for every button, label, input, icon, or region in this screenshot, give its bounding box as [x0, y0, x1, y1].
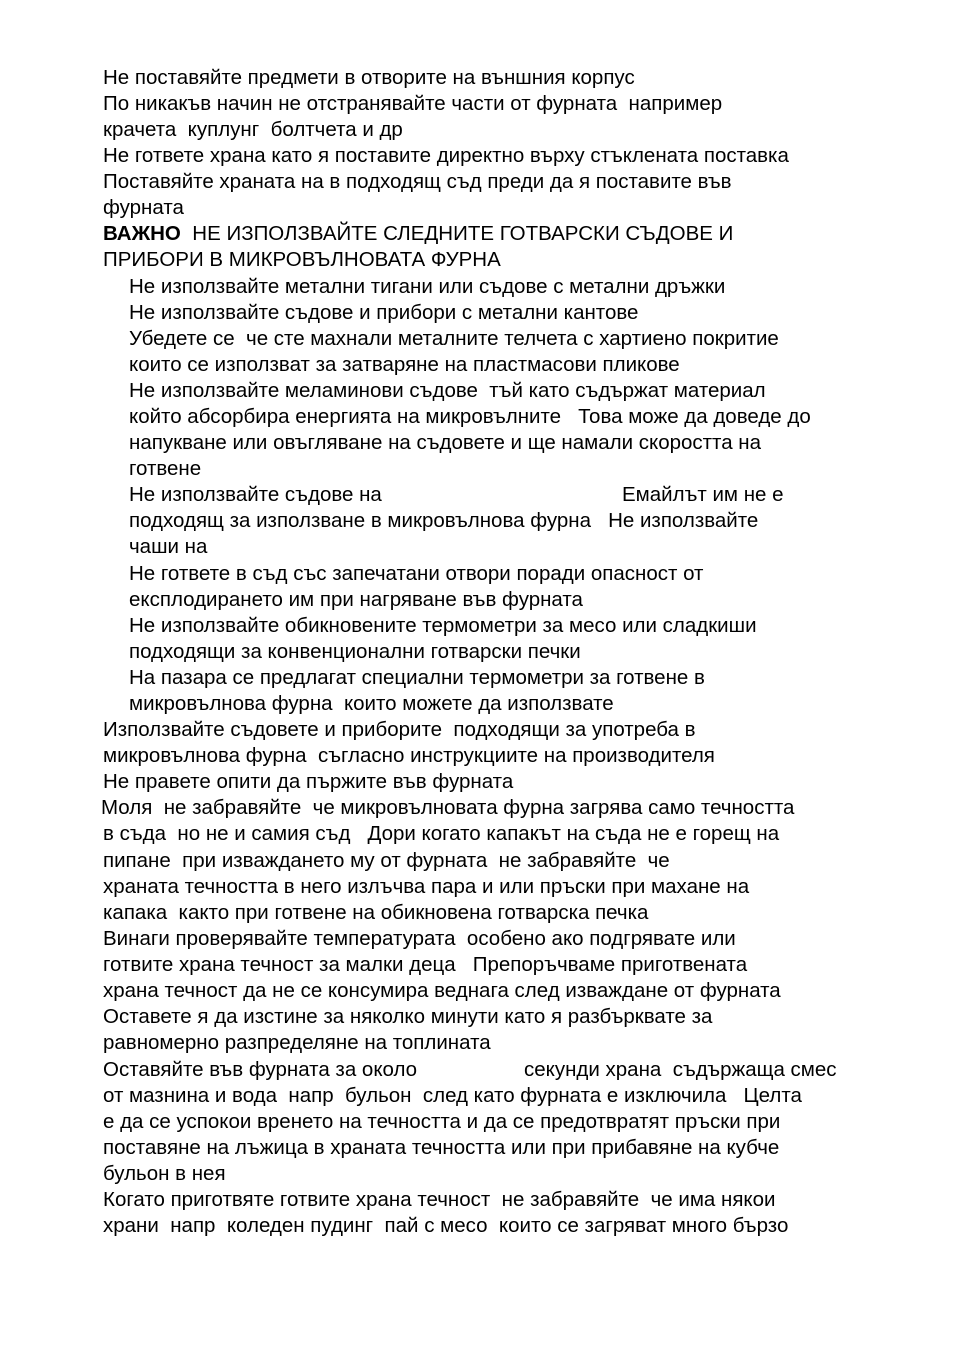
list-item: Не използвайте метални тигани или съдове с метални дръжки: [129, 275, 726, 298]
list-item: Не използвайте обикновените термометри за месо или сладкиши: [129, 614, 757, 637]
text-line: микровълнова фурна съгласно инструкциите на производителя: [103, 744, 715, 767]
text-line: храни напр коледен пудинг пай с месо които се загряват много бързо: [103, 1214, 789, 1237]
text-line: Когато приготвяте готвите храна течност не забравяйте че има някои: [103, 1188, 776, 1211]
text-line: крачета куплунг болтчета и др: [103, 118, 403, 141]
text-line: готвите храна течност за малки деца Препоръчваме приготвената: [103, 953, 748, 976]
list-item: който абсорбира енергията на микровълните Това може да доведе до: [129, 405, 811, 428]
text-line: Не гответе храна като я поставите директно върху стъклената поставка: [103, 144, 789, 167]
text-line: Винаги проверявайте температурата особено ако подгрявате или: [103, 927, 736, 950]
text-line: Моля не забравяйте че микровълновата фурна загрява само течността: [101, 796, 795, 819]
list-item: чаши на: [129, 535, 208, 558]
text-line: равномерно разпределяне на топлината: [103, 1031, 491, 1054]
text-line: Поставяйте храната на в подходящ съд преди да я поставите във: [103, 170, 732, 193]
text-line: поставяне на лъжица в храната течността или при прибавяне на кубче: [103, 1136, 780, 1159]
text-line: бульон в нея: [103, 1162, 226, 1185]
list-item: Не използвайте меламинови съдове тъй като съдържат материал: [129, 379, 766, 402]
list-item: готвене: [129, 457, 202, 480]
list-item: Не гответе в съд със запечатани отвори поради опасност от: [129, 562, 704, 585]
list-item: микровълнова фурна които можете да използвате: [129, 692, 614, 715]
text-line: Оставете я да изстине за няколко минути като я разбърквате за: [103, 1005, 713, 1028]
list-item: експлодирането им при нагряване във фурната: [129, 588, 583, 611]
list-item: На пазара се предлагат специални термометри за готвене в: [129, 666, 705, 689]
text-fragment: Емайлът им не е: [622, 483, 784, 506]
important-heading-text: НЕ ИЗПОЛЗВАЙТЕ СЛЕДНИТЕ ГОТВАРСКИ СЪДОВЕ И: [192, 222, 734, 245]
text-line: храна течност да не се консумира веднага след изваждане от фурната: [103, 979, 781, 1002]
text-fragment: секунди храна съдържаща смес: [524, 1058, 837, 1081]
list-item: напукване или овъгляване на съдовете и ще намали скоростта на: [129, 431, 762, 454]
important-label: ВАЖНО: [103, 222, 181, 245]
text-line: от мазнина и вода напр бульон след като фурната е изключила Целта: [103, 1084, 802, 1107]
list-item: които се използват за затваряне на пластмасови пликове: [129, 353, 680, 376]
text-line: ПРИБОРИ В МИКРОВЪЛНОВАТА ФУРНА: [103, 248, 501, 271]
text-line: Използвайте съдовете и приборите подходящи за употреба в: [103, 718, 696, 741]
list-item: Убедете се че сте махнали металните телчета с хартиено покритие: [129, 327, 779, 350]
text-line: е да се успокои вренето на течността и да се предотвратят пръски при: [103, 1110, 781, 1133]
text-line: пипане при изваждането му от фурната не забравяйте че: [103, 849, 670, 872]
list-item: Не използвайте съдове на: [129, 483, 382, 506]
list-item: Не използвайте съдове и прибори с метални кантове: [129, 301, 639, 324]
text-line: фурната: [103, 196, 184, 219]
important-heading: [103, 222, 733, 246]
text-line: Не правете опити да пържите във фурната: [103, 770, 514, 793]
text-line: храната течността в него излъчва пара и или пръски при махане на: [103, 875, 750, 898]
text-line: в съда но не и самия съд Дори когато капакът на съда не е горещ на: [103, 822, 780, 845]
text-line: По никакъв начин не отстранявайте части от фурната например: [103, 92, 723, 115]
text-line: Оставяйте във фурната за около: [103, 1058, 418, 1081]
text-line: Не поставяйте предмети в отворите на външния корпус: [103, 66, 635, 89]
list-item: подходящи за конвенционални готварски печки: [129, 640, 581, 663]
text-line: капака както при готвене на обикновена готварска печка: [103, 901, 649, 924]
list-item: подходящ за използване в микровълнова фурна Не използвайте: [129, 509, 759, 532]
